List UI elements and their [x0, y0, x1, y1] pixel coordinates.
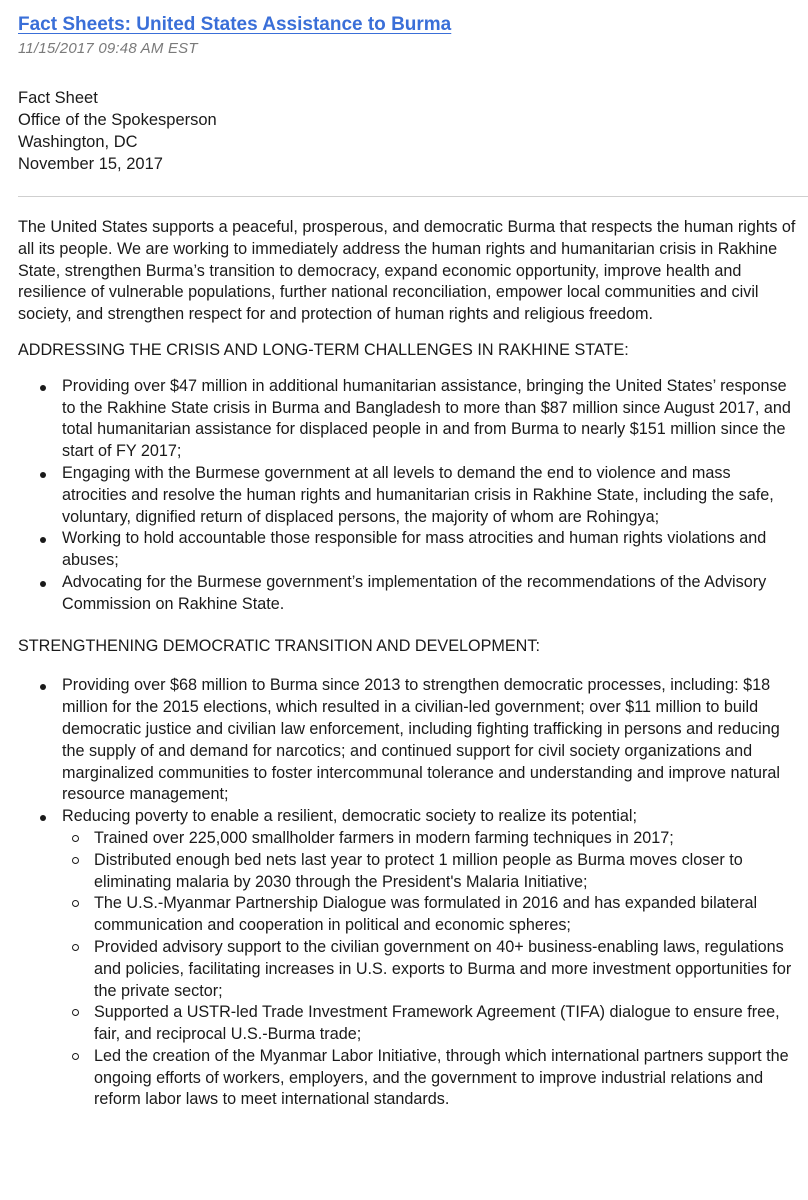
header-line-date: November 15, 2017: [18, 155, 163, 173]
poverty-sub-list: [62, 828, 798, 1111]
sub-list-item: [62, 828, 798, 850]
list-item-text: Providing over $47 million in additional humanitarian assistance, bringing the United States’ response to the Rakhine State crisis in Burma and Bangladesh to more than $87 million since August 2017, and total humanitarian assistance for displaced people in and from Burma to nearly $151 million since the start of FY 2017;: [62, 376, 791, 461]
circle-bullet-icon: [72, 900, 79, 907]
circle-bullet-icon: [72, 1053, 79, 1060]
timestamp: 11/15/2017 09:48 AM EST: [18, 40, 198, 57]
sub-list-item-text: Distributed enough bed nets last year to protect 1 million people as Burma moves closer to eliminating malaria by 2030 through the President's Malaria Initiative;: [94, 850, 743, 891]
democracy-bullet-list: [18, 675, 798, 1111]
sub-list-item: [62, 1002, 798, 1046]
bullet-icon: [40, 385, 46, 391]
list-item: [18, 675, 798, 806]
sub-list-item: [62, 850, 798, 894]
circle-bullet-icon: [72, 944, 79, 951]
circle-bullet-icon: [72, 1009, 79, 1016]
bullet-icon: [40, 537, 46, 543]
bullet-icon: [40, 684, 46, 690]
sub-list-item: [62, 893, 798, 937]
list-item: [18, 572, 798, 616]
circle-bullet-icon: [72, 835, 79, 842]
intro-paragraph: The United States supports a peaceful, prosperous, and democratic Burma that respects the human rights of all its people. We are working to immediately address the human rights and humanitarian crisis in Rakhine State, strengthen Burma’s transition to democracy, expand economic opportunity, improve health and resilience of vulnerable populations, further national reconciliation, empower local communities and civil society, and strengthen respect for and protection of human rights and religious freedom.: [18, 218, 796, 324]
rakhine-bullet-list: [18, 376, 798, 616]
section-heading-democracy: STRENGTHENING DEMOCRATIC TRANSITION AND DEVELOPMENT:: [18, 636, 540, 655]
list-item-text: Advocating for the Burmese government’s implementation of the recommendations of the Advisory Commission on Rakhine State.: [62, 572, 767, 613]
header-line-office: Office of the Spokesperson: [18, 111, 217, 129]
list-item-text: Working to hold accountable those responsible for mass atrocities and human rights violations and abuses;: [62, 529, 767, 570]
sub-list-item-text: Trained over 225,000 smallholder farmers in modern farming techniques in 2017;: [94, 828, 674, 847]
sub-list-item-text: Provided advisory support to the civilian government on 40+ business-enabling laws, regulations and policies, facilitating increases in U.S. exports to Burma and more investment opportunities for the private sector;: [94, 937, 792, 1000]
section-heading-rakhine: ADDRESSING THE CRISIS AND LONG-TERM CHALLENGES IN RAKHINE STATE:: [18, 340, 629, 359]
document-header: [18, 87, 798, 175]
list-item: [18, 528, 798, 572]
article-title-link[interactable]: Fact Sheets: United States Assistance to Burma: [18, 14, 452, 35]
circle-bullet-icon: [72, 857, 79, 864]
bullet-icon: [40, 472, 46, 478]
bullet-icon: [40, 815, 46, 821]
list-item: [18, 806, 798, 1111]
divider: [18, 196, 808, 197]
sub-list-item-text: Led the creation of the Myanmar Labor Initiative, through which international partners support the ongoing efforts of workers, employers, and the government to improve industrial relations and reform labor laws to meet international standards.: [94, 1046, 789, 1109]
list-item-text: Engaging with the Burmese government at all levels to demand the end to violence and mass atrocities and resolve the human rights and humanitarian crisis in Rakhine State, including the safe, voluntary, dignified return of displaced persons, the majority of whom are Rohingya;: [62, 463, 774, 526]
sub-list-item: [62, 1046, 798, 1111]
sub-list-item: [62, 937, 798, 1002]
sub-list-item-text: Supported a USTR-led Trade Investment Framework Agreement (TIFA) dialogue to ensure free, fair, and reciprocal U.S.-Burma trade;: [94, 1003, 780, 1044]
list-item-text: Reducing poverty to enable a resilient, democratic society to realize its potential;: [62, 807, 637, 826]
list-item: [18, 376, 798, 463]
header-line-doc-type: Fact Sheet: [18, 89, 98, 107]
bullet-icon: [40, 581, 46, 587]
list-item: [18, 463, 798, 528]
sub-list-item-text: The U.S.-Myanmar Partnership Dialogue was formulated in 2016 and has expanded bilateral communication and cooperation in political and economic spheres;: [94, 894, 758, 935]
header-line-location: Washington, DC: [18, 133, 138, 151]
list-item-text: Providing over $68 million to Burma since 2013 to strengthen democratic processes, including: $18 million for the 2015 elections, which resulted in a civilian-led government; over $11 million to build democratic justice and civilian law enforcement, including fighting trafficking in persons and reducing the supply of and demand for narcotics; and continued support for civil society organizations and marginalized communities to foster intercommunal tolerance and understanding and improve natural resource management;: [62, 676, 781, 804]
